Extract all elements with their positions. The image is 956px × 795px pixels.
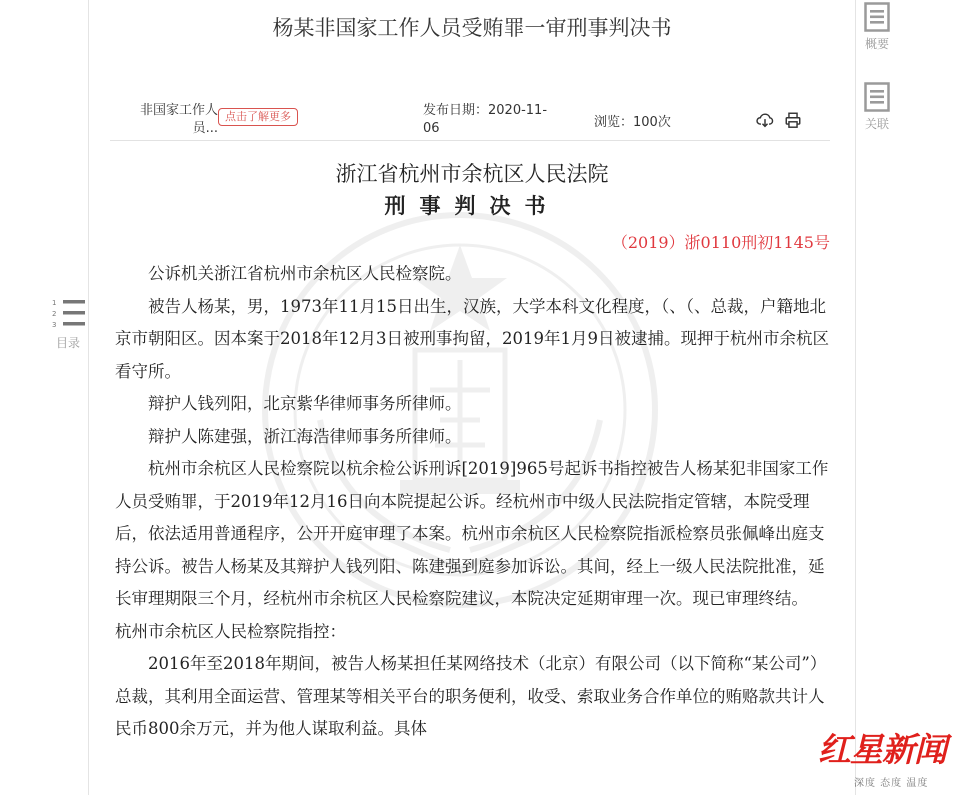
paragraph: 辩护人陈建强，浙江海浩律师事务所律师。 [148, 426, 462, 446]
paragraph: 2016年至2018年期间，被告人杨某担任某网络技术（北京）有限公司（以下简称“某公司”）总裁，其利用全面运营、管理某等相关平台的职务便利，收受、索取业务合作单位的贿赂款共计人民币800余万元，并为他人谋取利益。具体 [115, 654, 827, 738]
paragraph: 杭州市余杭区人民检察院指控： [115, 621, 346, 641]
toc-button[interactable] [46, 297, 90, 351]
svg-text:1: 1 [52, 299, 57, 307]
document-title: 杨某非国家工作人员受贿罪一审刑事判决书 [272, 16, 672, 40]
learn-more-button[interactable]: 点击了解更多 [218, 108, 298, 126]
paragraph: 辩护人钱列阳，北京紫华律师事务所律师。 [148, 394, 462, 413]
case-number: （2019）浙0110刑初1145号 [611, 233, 830, 252]
related-button[interactable] [857, 82, 897, 132]
page-edge-left [88, 0, 89, 795]
view-count: 浏览：100次 [594, 115, 671, 130]
paragraph: 公诉机关浙江省杭州市余杭区人民检察院。 [148, 264, 462, 283]
court-name: 浙江省杭州市余杭区人民法院 [335, 162, 609, 186]
related-label: 关联 [864, 117, 889, 131]
print-icon[interactable] [784, 111, 802, 129]
logo-title: 红星新闻 [818, 730, 946, 769]
summary-icon [864, 2, 890, 32]
svg-text:2: 2 [52, 310, 57, 318]
paragraph: 杭州市余杭区人民检察院以杭余检公诉刑诉[2019]965号起诉书指控被告人杨某犯非国家工作人员受贿罪，于2019年12月16日向本院提起公诉。经杭州市中级人民法院指定管辖，本院受理后，依法适用普通程序，公开开庭审理了本案。杭州市余杭区人民检察院指派检察员张佩峰出庭支持公诉。被告人杨某及其辩护人钱列阳、陈建强到庭参加诉讼。其间，经上一级人民法院批准，延长审理期限三个月，经杭州市余杭区人民检察院建议，本院决定延期审理一次。现已审理终结。 [115, 459, 829, 608]
svg-text:3: 3 [52, 321, 57, 329]
judgment-body [115, 258, 829, 746]
summary-label: 概要 [864, 37, 889, 51]
case-type-label: 非国家工作人员... [139, 103, 218, 136]
toc-icon [50, 297, 86, 331]
related-icon [864, 82, 890, 112]
page-edge-right [855, 0, 856, 795]
toc-label: 目录 [55, 336, 80, 350]
logo-tagline: 深度 态度 温度 [854, 778, 929, 789]
publish-date: 发布日期：2020-11-06 [423, 103, 548, 136]
download-icon[interactable] [756, 111, 774, 129]
summary-button[interactable] [857, 2, 897, 52]
header-divider [110, 140, 830, 141]
paragraph: 被告人杨某，男，1973年11月15日出生，汉族，大学本科文化程度，（、（、总裁，户籍地北京市朝阳区。因本案于2018年12月3日被刑事拘留，2019年1月9日被逮捕。现押于杭州市余杭区看守所。 [115, 296, 829, 381]
news-logo [818, 724, 954, 792]
judgment-type: 刑事判决书 [384, 193, 560, 218]
